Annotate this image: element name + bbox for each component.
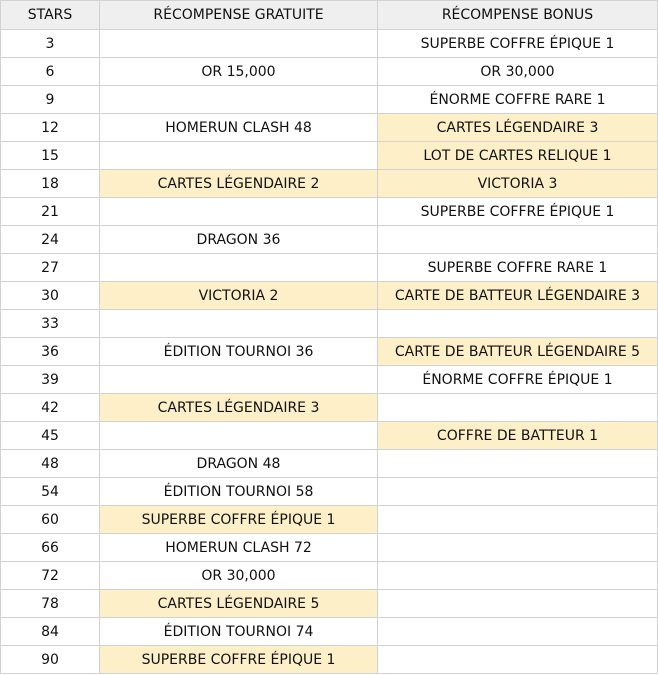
header-free-reward: RÉCOMPENSE GRATUITE — [100, 1, 378, 30]
stars-cell: 12 — [1, 114, 100, 142]
stars-cell: 3 — [1, 30, 100, 58]
bonus-reward-cell: LOT DE CARTES RELIQUE 1 — [378, 142, 658, 170]
bonus-reward-cell: ÉNORME COFFRE RARE 1 — [378, 86, 658, 114]
table-row — [1, 310, 658, 338]
bonus-reward-cell — [378, 618, 658, 646]
header-stars: STARS — [1, 1, 100, 30]
free-reward-cell: DRAGON 36 — [100, 226, 378, 254]
table-row — [1, 30, 658, 58]
table-row — [1, 170, 658, 198]
stars-cell: 54 — [1, 478, 100, 506]
table-row — [1, 394, 658, 422]
free-reward-cell: ÉDITION TOURNOI 58 — [100, 478, 378, 506]
free-reward-cell — [100, 366, 378, 394]
bonus-reward-cell: CARTE DE BATTEUR LÉGENDAIRE 3 — [378, 282, 658, 310]
free-reward-cell — [100, 254, 378, 282]
bonus-reward-cell: CARTE DE BATTEUR LÉGENDAIRE 5 — [378, 338, 658, 366]
table-row — [1, 646, 658, 674]
table-row — [1, 478, 658, 506]
free-reward-cell — [100, 422, 378, 450]
bonus-reward-cell — [378, 394, 658, 422]
bonus-reward-cell: CARTES LÉGENDAIRE 3 — [378, 114, 658, 142]
free-reward-cell: OR 15,000 — [100, 58, 378, 86]
stars-cell: 21 — [1, 198, 100, 226]
free-reward-cell: ÉDITION TOURNOI 74 — [100, 618, 378, 646]
table-row — [1, 422, 658, 450]
bonus-reward-cell — [378, 534, 658, 562]
header-row — [1, 1, 658, 30]
table-row — [1, 506, 658, 534]
free-reward-cell — [100, 142, 378, 170]
bonus-reward-cell — [378, 310, 658, 338]
bonus-reward-cell: OR 30,000 — [378, 58, 658, 86]
stars-cell: 36 — [1, 338, 100, 366]
stars-cell: 33 — [1, 310, 100, 338]
stars-cell: 9 — [1, 86, 100, 114]
table-row — [1, 58, 658, 86]
table-row — [1, 282, 658, 310]
stars-cell: 84 — [1, 618, 100, 646]
bonus-reward-cell: COFFRE DE BATTEUR 1 — [378, 422, 658, 450]
table-row — [1, 450, 658, 478]
stars-cell: 18 — [1, 170, 100, 198]
stars-cell: 6 — [1, 58, 100, 86]
free-reward-cell — [100, 310, 378, 338]
table-row — [1, 254, 658, 282]
free-reward-cell: CARTES LÉGENDAIRE 2 — [100, 170, 378, 198]
table-row — [1, 562, 658, 590]
bonus-reward-cell — [378, 450, 658, 478]
table-body — [1, 30, 658, 674]
free-reward-cell: OR 30,000 — [100, 562, 378, 590]
free-reward-cell: ÉDITION TOURNOI 36 — [100, 338, 378, 366]
stars-cell: 42 — [1, 394, 100, 422]
stars-cell: 90 — [1, 646, 100, 674]
bonus-reward-cell — [378, 562, 658, 590]
table-row — [1, 338, 658, 366]
stars-cell: 48 — [1, 450, 100, 478]
table-row — [1, 226, 658, 254]
free-reward-cell: HOMERUN CLASH 72 — [100, 534, 378, 562]
bonus-reward-cell: SUPERBE COFFRE ÉPIQUE 1 — [378, 198, 658, 226]
stars-cell: 60 — [1, 506, 100, 534]
bonus-reward-cell: ÉNORME COFFRE ÉPIQUE 1 — [378, 366, 658, 394]
table-row — [1, 618, 658, 646]
table-row — [1, 534, 658, 562]
stars-cell: 39 — [1, 366, 100, 394]
stars-cell: 72 — [1, 562, 100, 590]
free-reward-cell: CARTES LÉGENDAIRE 3 — [100, 394, 378, 422]
bonus-reward-cell — [378, 646, 658, 674]
table-row — [1, 198, 658, 226]
stars-cell: 78 — [1, 590, 100, 618]
stars-cell: 66 — [1, 534, 100, 562]
stars-cell: 30 — [1, 282, 100, 310]
free-reward-cell: SUPERBE COFFRE ÉPIQUE 1 — [100, 506, 378, 534]
stars-cell: 15 — [1, 142, 100, 170]
bonus-reward-cell: SUPERBE COFFRE ÉPIQUE 1 — [378, 30, 658, 58]
stars-cell: 24 — [1, 226, 100, 254]
table-row — [1, 590, 658, 618]
free-reward-cell — [100, 30, 378, 58]
free-reward-cell: SUPERBE COFFRE ÉPIQUE 1 — [100, 646, 378, 674]
table-row — [1, 366, 658, 394]
free-reward-cell: HOMERUN CLASH 48 — [100, 114, 378, 142]
bonus-reward-cell — [378, 506, 658, 534]
stars-cell: 27 — [1, 254, 100, 282]
table-row — [1, 142, 658, 170]
bonus-reward-cell — [378, 226, 658, 254]
free-reward-cell: CARTES LÉGENDAIRE 5 — [100, 590, 378, 618]
stars-cell: 45 — [1, 422, 100, 450]
bonus-reward-cell: SUPERBE COFFRE RARE 1 — [378, 254, 658, 282]
table-row — [1, 86, 658, 114]
header-bonus-reward: RÉCOMPENSE BONUS — [378, 1, 658, 30]
free-reward-cell: VICTORIA 2 — [100, 282, 378, 310]
bonus-reward-cell — [378, 590, 658, 618]
free-reward-cell — [100, 86, 378, 114]
bonus-reward-cell: VICTORIA 3 — [378, 170, 658, 198]
bonus-reward-cell — [378, 478, 658, 506]
free-reward-cell — [100, 198, 378, 226]
table-row — [1, 114, 658, 142]
free-reward-cell: DRAGON 48 — [100, 450, 378, 478]
